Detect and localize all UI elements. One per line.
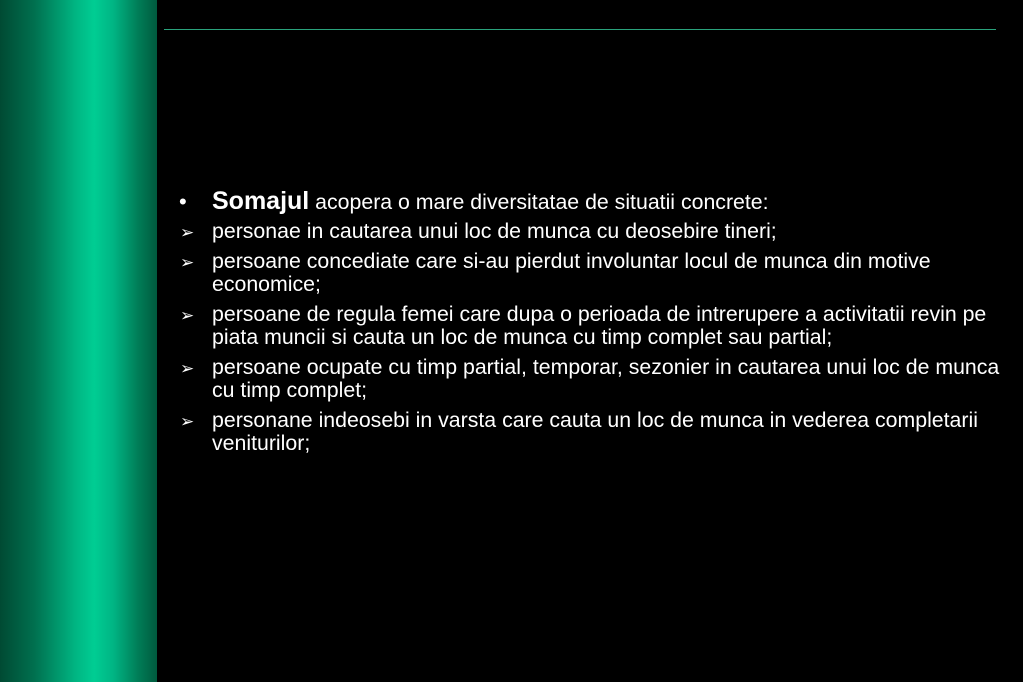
decorative-side-band xyxy=(0,0,157,682)
list-item-text: persoane concediate care si-au pierdut involuntar locul de munca din motive economice; xyxy=(212,249,931,296)
lead-bullet xyxy=(176,187,1006,215)
list-item xyxy=(176,220,1006,243)
list-item xyxy=(176,303,1006,349)
bullet-dot-icon: • xyxy=(179,189,187,214)
arrow-bullet-icon: ➢ xyxy=(180,359,195,378)
lead-text: acopera o mare diversitatae de situatii concrete: xyxy=(309,190,769,214)
list-item xyxy=(176,250,1006,296)
list-item-text: personane indeosebi in varsta care cauta un loc de munca in vederea completarii veniturilor; xyxy=(212,408,978,455)
arrow-bullet-icon: ➢ xyxy=(180,253,195,272)
slide-body xyxy=(176,187,1006,462)
list-item-text: persoane de regula femei care dupa o perioada de intrerupere a activitatii revin pe piata muncii si cauta un loc de munca cu timp complet sau partial; xyxy=(212,302,987,349)
arrow-bullet-icon: ➢ xyxy=(180,306,195,325)
list-item-text: persoane ocupate cu timp partial, temporar, sezonier in cautarea unui loc de munca cu timp complet; xyxy=(212,355,1000,402)
list-item xyxy=(176,356,1006,402)
arrow-bullet-icon: ➢ xyxy=(180,223,195,242)
list-item xyxy=(176,409,1006,455)
list-item-text: personae in cautarea unui loc de munca cu deosebire tineri; xyxy=(212,219,777,243)
lead-keyword: Somajul xyxy=(212,187,310,215)
top-divider-line xyxy=(164,29,996,30)
arrow-bullet-icon: ➢ xyxy=(180,412,195,431)
